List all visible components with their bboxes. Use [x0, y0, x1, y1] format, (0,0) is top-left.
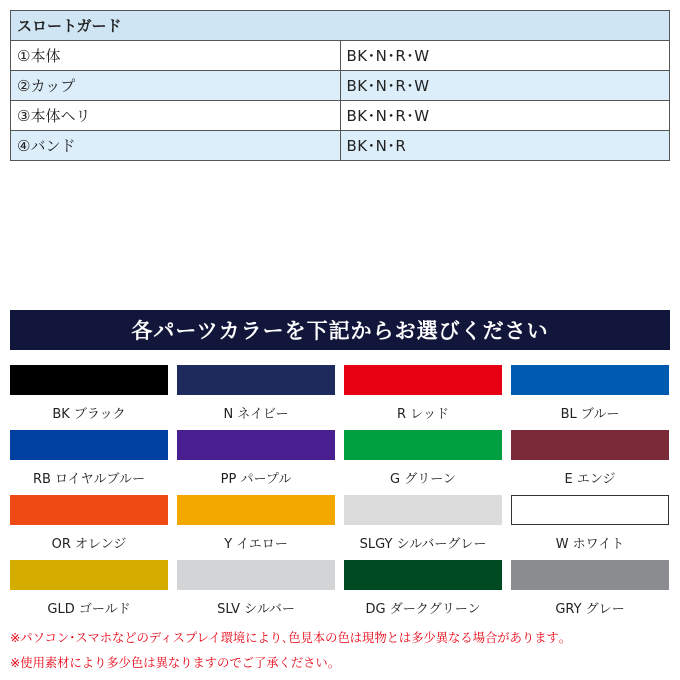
- color-name: BK ブラック: [52, 407, 126, 422]
- color-chip: [10, 560, 168, 590]
- color-name: N ネイビー: [223, 407, 289, 422]
- color-swatch: [177, 495, 335, 552]
- color-chip: [511, 560, 669, 590]
- color-chip: [177, 560, 335, 590]
- color-name: GLD ゴールド: [47, 602, 131, 617]
- color-name: GRY グレー: [555, 602, 625, 617]
- part-colors: BK･N･R･W: [340, 101, 670, 131]
- color-select-banner: 各パーツカラーを下記からお選びください: [10, 310, 670, 350]
- color-swatch: [10, 495, 168, 552]
- part-label: ④バンド: [11, 131, 341, 161]
- color-swatch: [511, 495, 669, 552]
- color-chip: [10, 495, 168, 525]
- color-swatch: [177, 365, 335, 422]
- table-row: [11, 71, 670, 101]
- color-chip: [10, 430, 168, 460]
- part-colors: BK･N･R･W: [340, 71, 670, 101]
- color-name: G グリーン: [390, 472, 456, 487]
- color-chip: [511, 365, 669, 395]
- color-name: BL ブルー: [560, 407, 620, 422]
- part-label: ①本体: [11, 41, 341, 71]
- color-name: SLGY シルバーグレー: [359, 537, 487, 552]
- color-chip: [10, 365, 168, 395]
- color-name: Y イエロー: [224, 537, 288, 552]
- color-name: W ホワイト: [555, 537, 625, 552]
- color-chip: [177, 430, 335, 460]
- material-note: ※使用素材により多少色は異なりますのでご了承ください｡: [10, 656, 334, 670]
- color-swatch: [10, 430, 168, 487]
- table-row: [11, 101, 670, 131]
- part-label: ③本体ヘリ: [11, 101, 341, 131]
- color-chip: [177, 495, 335, 525]
- color-chip: [344, 365, 502, 395]
- color-swatch: [177, 560, 335, 617]
- color-name: OR オレンジ: [51, 537, 127, 552]
- table-row: [11, 41, 670, 71]
- color-swatch: [511, 560, 669, 617]
- color-swatch: [511, 365, 669, 422]
- color-chip: [344, 430, 502, 460]
- notes: [10, 626, 675, 676]
- color-swatch: [10, 365, 168, 422]
- color-chip: [344, 495, 502, 525]
- color-name: SLV シルバー: [217, 602, 295, 617]
- part-colors: BK･N･R: [340, 131, 670, 161]
- color-swatch: [344, 560, 502, 617]
- color-swatch: [511, 430, 669, 487]
- color-name: E エンジ: [564, 472, 616, 487]
- color-swatch: [344, 365, 502, 422]
- color-name: PP パープル: [220, 472, 292, 487]
- color-chip: [177, 365, 335, 395]
- color-swatch: [344, 495, 502, 552]
- color-swatch: [10, 560, 168, 617]
- color-chip: [344, 560, 502, 590]
- color-name: RB ロイヤルブルー: [32, 472, 146, 487]
- color-swatch: [177, 430, 335, 487]
- color-chip: [511, 495, 669, 525]
- table-row: [11, 131, 670, 161]
- part-label: ②カップ: [11, 71, 341, 101]
- display-note: ※パソコン･スマホなどのディスプレイ環境により､色見本の色は現物とは多少異なる場合があります｡: [10, 631, 565, 645]
- color-chip: [511, 430, 669, 460]
- spec-table: [10, 10, 670, 161]
- color-name: DG ダークグリーン: [365, 602, 481, 617]
- part-colors: BK･N･R･W: [340, 41, 670, 71]
- color-name: R レッド: [396, 407, 450, 422]
- spec-title: スロートガード: [11, 11, 670, 41]
- color-swatch: [344, 430, 502, 487]
